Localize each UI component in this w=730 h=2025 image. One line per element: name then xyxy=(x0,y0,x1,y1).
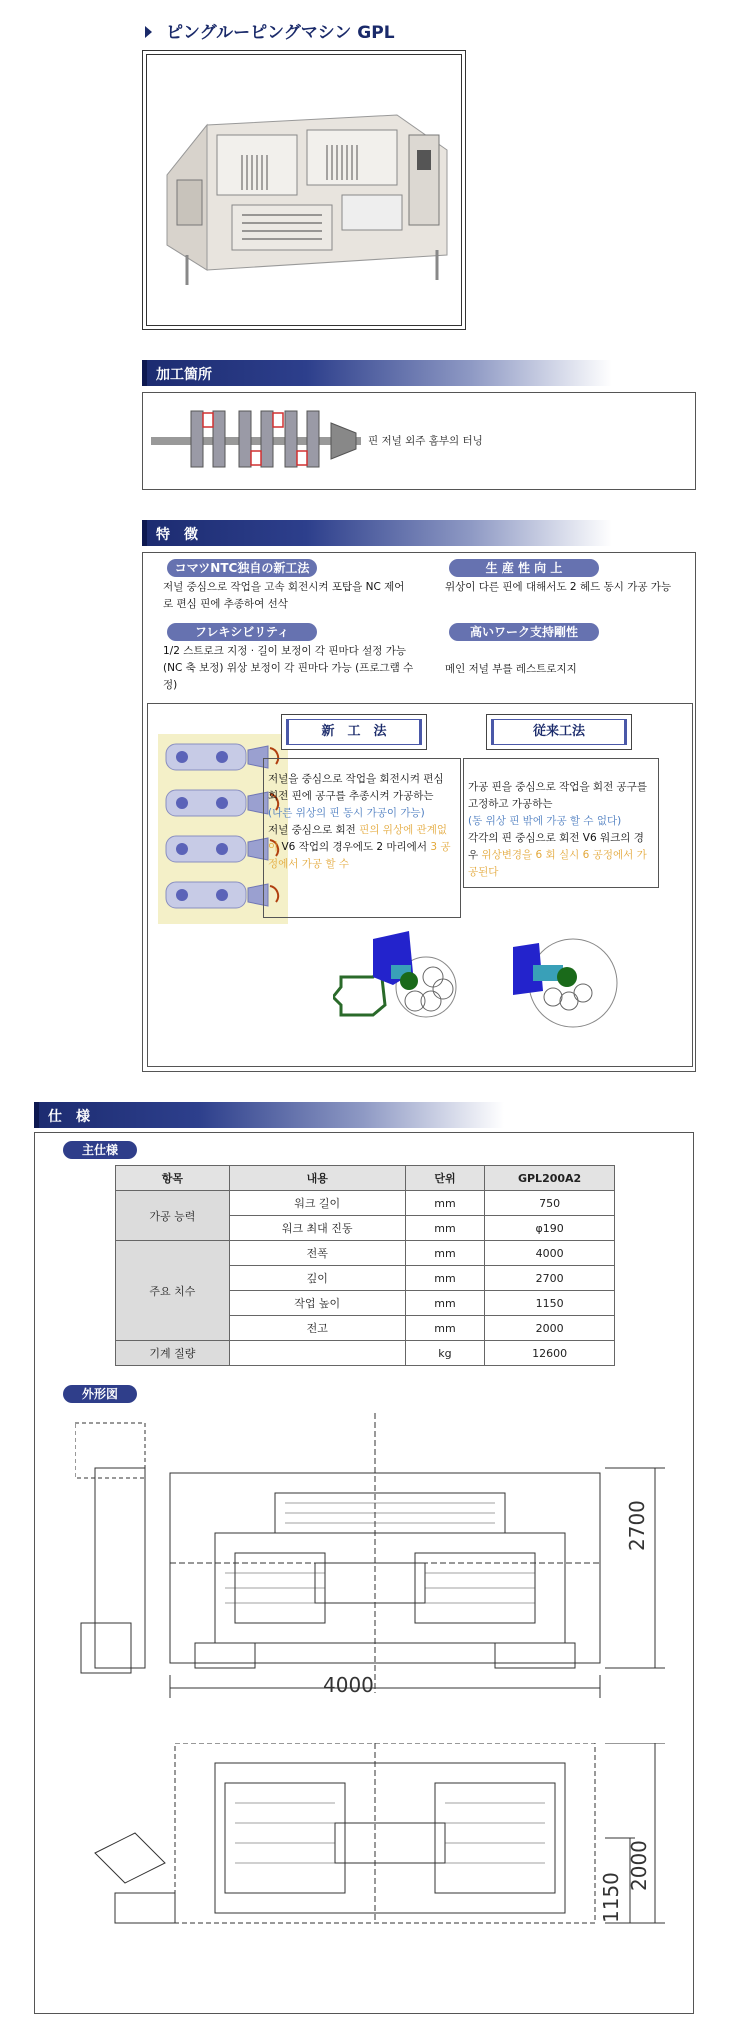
feature-badge-productivity: 生 産 性 向 上 xyxy=(449,559,599,577)
table-cell: 1150 xyxy=(485,1291,615,1316)
table-cell: mm xyxy=(405,1266,484,1291)
new-method-box xyxy=(263,758,461,918)
table-header: GPL200A2 xyxy=(485,1166,615,1191)
triangle-bullet-icon xyxy=(145,26,152,38)
machining-box xyxy=(142,392,696,490)
table-header: 항목 xyxy=(116,1166,230,1191)
new-method-text-1: 저널을 중심으로 작업을 회전시켜 편심 회전 핀에 공구를 추종시켜 가공하는 xyxy=(268,773,444,802)
table-header: 단위 xyxy=(405,1166,484,1191)
spec-section-header: 仕 様 xyxy=(34,1102,504,1128)
old-method-header: 従来工法 xyxy=(486,714,632,750)
feature-text-rigidity: 메인 저널 부를 레스트로지지 xyxy=(445,663,577,675)
table-row xyxy=(116,1341,615,1366)
table-cell-group: 가공 능력 xyxy=(116,1191,230,1241)
new-method-diagram xyxy=(333,929,458,1034)
table-cell: 750 xyxy=(485,1191,615,1216)
machine-photo xyxy=(146,54,462,326)
table-cell: mm xyxy=(405,1191,484,1216)
new-method-header: 新 工 法 xyxy=(281,714,427,750)
features-section-header: 特 徴 xyxy=(142,520,612,546)
table-cell: 12600 xyxy=(485,1341,615,1366)
feature-badge-flexibility: フレキシビリティ xyxy=(167,623,317,641)
side-view-drawing xyxy=(75,1743,675,1933)
feature-badge-new-method: コマツNTC独自の新工法 xyxy=(167,559,317,577)
old-method-text-1: 가공 핀을 중심으로 작업을 회전 공구를 고정하고 가공하는 xyxy=(468,781,647,810)
main-spec-label: 主仕様 xyxy=(63,1141,137,1159)
table-cell: φ190 xyxy=(485,1216,615,1241)
new-method-text-3b: 핀의 위상에 관계없이 xyxy=(268,824,447,853)
page-title: ピングルーピングマシン GPL xyxy=(145,18,395,43)
feature-text-productivity: 위상이 다른 핀에 대해서도 2 헤드 동시 가공 가능 xyxy=(445,581,672,593)
new-method-text-3a: 저널 중심으로 회전 xyxy=(268,824,360,836)
table-cell: mm xyxy=(405,1291,484,1316)
old-method-box xyxy=(463,758,659,888)
table-cell: 4000 xyxy=(485,1241,615,1266)
new-method-text-3c: V6 작업의 경우에도 2 마리에서 xyxy=(278,841,431,853)
feature-badge-rigidity: 高いワーク支持剛性 xyxy=(449,623,599,641)
new-method-text-2: (나른 위상의 핀 동시 가공이 가능) xyxy=(268,807,425,819)
crankshaft-diagram xyxy=(151,403,361,479)
table-header-row xyxy=(116,1166,615,1191)
table-cell: mm xyxy=(405,1216,484,1241)
table-row xyxy=(116,1191,615,1216)
new-method-text-3d: 3 공정에서 가공 할 수 xyxy=(268,841,451,870)
table-cell-group: 주요 치수 xyxy=(116,1241,230,1341)
table-cell: 작업 높이 xyxy=(229,1291,405,1316)
table-cell: 깊이 xyxy=(229,1266,405,1291)
dimension-work-height-label: 1150 xyxy=(599,1872,623,1923)
outline-drawing-label: 外形図 xyxy=(63,1385,137,1403)
table-cell: mm xyxy=(405,1241,484,1266)
old-method-text-3a: 각각의 핀 중심으로 회전 V6 워크의 경우 xyxy=(468,832,644,861)
machining-section-header: 加工箇所 xyxy=(142,360,612,386)
table-cell: 전폭 xyxy=(229,1241,405,1266)
table-cell xyxy=(229,1341,405,1366)
comparison-panel xyxy=(147,703,693,1067)
table-cell: kg xyxy=(405,1341,484,1366)
top-view-drawing xyxy=(75,1413,675,1703)
old-method-text-3b: 위상변경을 6 회 실시 6 공정에서 가공된다 xyxy=(468,849,647,878)
feature-text-new-method: 저널 중심으로 작업을 고속 회전시켜 포탑을 NC 제어로 편심 핀에 추종하여 선삭 xyxy=(163,581,405,610)
feature-text-flexibility: 1/2 스트로크 지정 · 길이 보정이 각 핀마다 설정 가능 (NC 축 보정) 위상 보정이 각 핀마다 가능 (프로그램 수정) xyxy=(163,645,414,691)
features-box xyxy=(142,552,696,1072)
spec-table xyxy=(115,1165,615,1366)
table-cell: 2000 xyxy=(485,1316,615,1341)
table-cell: mm xyxy=(405,1316,484,1341)
table-row xyxy=(116,1241,615,1266)
dimension-height-label: 2000 xyxy=(627,1840,651,1891)
table-cell: 워크 길이 xyxy=(229,1191,405,1216)
machining-description: 핀 저널 외주 홈부의 터닝 xyxy=(368,435,483,447)
spec-box xyxy=(34,1132,694,2014)
table-cell-group: 기계 질량 xyxy=(116,1341,230,1366)
dimension-width-label: 4000 xyxy=(323,1673,374,1697)
table-cell: 2700 xyxy=(485,1266,615,1291)
dimension-depth-label: 2700 xyxy=(625,1500,649,1551)
table-cell: 워크 최대 진동 xyxy=(229,1216,405,1241)
table-header: 내용 xyxy=(229,1166,405,1191)
old-method-diagram xyxy=(503,919,628,1029)
old-method-text-2: (동 위상 핀 밖에 가공 할 수 없다) xyxy=(468,815,622,827)
table-cell: 전고 xyxy=(229,1316,405,1341)
